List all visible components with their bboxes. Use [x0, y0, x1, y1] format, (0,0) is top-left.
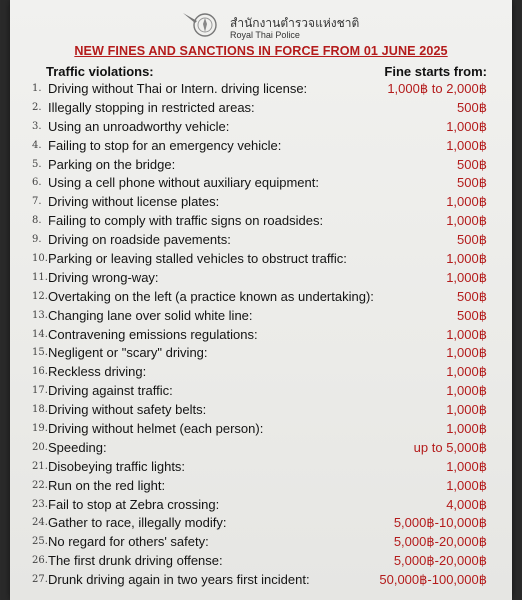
- list-item: [10, 439, 512, 458]
- list-item: [10, 156, 512, 175]
- violation-description: Negligent or "scary" driving:: [48, 345, 208, 361]
- item-number: 19.: [32, 423, 48, 435]
- column-header-fines: Fine starts from:: [384, 64, 487, 79]
- item-number: 15.: [32, 347, 48, 359]
- list-item: [10, 514, 512, 533]
- violation-description: Speeding:: [48, 439, 107, 455]
- agency-name-english: Royal Thai Police: [230, 30, 300, 40]
- list-item: [10, 458, 512, 477]
- fine-amount: 1,000฿: [446, 458, 487, 474]
- fine-amount: 1,000฿: [446, 269, 487, 285]
- fine-amount: up to 5,000฿: [413, 439, 487, 455]
- violation-description: Disobeying traffic lights:: [48, 458, 186, 474]
- fine-amount: 500฿: [457, 307, 487, 323]
- item-number: 25.: [32, 536, 48, 548]
- list-item: [10, 326, 512, 345]
- agency-name-thai: สำนักงานตำรวจแห่งชาติ: [230, 16, 360, 30]
- item-number: 10.: [32, 253, 48, 265]
- list-item: [10, 137, 512, 156]
- violation-description: The first drunk driving offense:: [48, 553, 223, 569]
- item-number: 7.: [32, 196, 42, 208]
- item-number: 5.: [32, 158, 42, 170]
- fine-amount: 1,000฿: [446, 402, 487, 418]
- police-emblem-icon: [181, 9, 221, 41]
- violation-description: Driving against traffic:: [48, 383, 173, 399]
- list-item: [10, 401, 512, 420]
- violation-description: No regard for others' safety:: [48, 534, 209, 550]
- fine-amount: 1,000฿: [446, 137, 487, 153]
- fine-amount: 1,000฿: [446, 251, 487, 267]
- fine-amount: 1,000฿: [446, 345, 487, 361]
- item-number: 21.: [32, 460, 48, 472]
- item-number: 3.: [32, 120, 42, 132]
- fine-amount: 5,000฿-10,000฿: [393, 515, 487, 531]
- violation-description: Driving without helmet (each person):: [48, 421, 264, 437]
- item-number: 8.: [32, 215, 42, 227]
- violation-description: Changing lane over solid white line:: [48, 307, 253, 323]
- violation-description: Driving without license plates:: [48, 194, 220, 210]
- item-number: 12.: [32, 290, 48, 302]
- violation-description: Contravening emissions regulations:: [48, 326, 258, 342]
- item-number: 6.: [32, 177, 42, 189]
- list-item: [10, 288, 512, 307]
- violation-description: Drunk driving again in two years first incident:: [48, 572, 310, 588]
- fine-amount: 1,000฿: [446, 118, 487, 134]
- fine-amount: 1,000฿: [446, 364, 487, 380]
- item-number: 18.: [32, 404, 48, 416]
- list-item: [10, 496, 512, 515]
- list-item: [10, 118, 512, 137]
- list-item: [10, 80, 512, 99]
- fine-amount: 1,000฿: [446, 194, 487, 210]
- item-number: 23.: [32, 498, 48, 510]
- item-number: 1.: [32, 83, 42, 94]
- list-item: [10, 250, 512, 269]
- violation-description: Using a cell phone without auxiliary equipment:: [48, 175, 319, 191]
- violation-description: Using an unroadworthy vehicle:: [48, 118, 230, 134]
- violation-description: Gather to race, illegally modify:: [48, 515, 227, 531]
- fine-amount: 1,000฿: [446, 421, 487, 437]
- list-item: [10, 420, 512, 439]
- column-header-violations: Traffic violations:: [46, 64, 154, 79]
- list-item: [10, 533, 512, 552]
- item-number: 14.: [32, 328, 48, 340]
- list-item: [10, 212, 512, 231]
- item-number: 16.: [32, 366, 48, 378]
- list-item: [10, 552, 512, 571]
- fine-amount: 1,000฿ to 2,000฿: [387, 81, 487, 96]
- fine-amount: 4,000฿: [446, 496, 487, 512]
- item-number: 17.: [32, 385, 48, 397]
- violation-description: Run on the red light:: [48, 477, 166, 493]
- fine-amount: 500฿: [457, 288, 487, 304]
- item-number: 11.: [32, 271, 48, 283]
- violation-description: Parking or leaving stalled vehicles to obstruct traffic:: [48, 251, 347, 267]
- violation-description: Failing to comply with traffic signs on roadsides:: [48, 213, 324, 229]
- item-number: 26.: [32, 555, 48, 567]
- item-number: 20.: [32, 441, 48, 453]
- item-number: 4.: [32, 139, 42, 151]
- fine-amount: 50,000฿-100,000฿: [379, 572, 487, 588]
- fine-amount: 500฿: [457, 232, 487, 248]
- list-item: [10, 344, 512, 363]
- violation-description: Overtaking on the left (a practice known as undertaking):: [48, 288, 374, 304]
- violation-description: Driving wrong-way:: [48, 269, 159, 285]
- violation-description: Failing to stop for an emergency vehicle:: [48, 137, 282, 153]
- fine-amount: 5,000฿-20,000฿: [393, 534, 487, 550]
- fine-amount: 1,000฿: [446, 383, 487, 399]
- notice-sheet: [10, 0, 512, 600]
- violation-description: Fail to stop at Zebra crossing:: [48, 496, 220, 512]
- list-item: [10, 307, 512, 326]
- violation-description: Driving without Thai or Intern. driving license:: [48, 81, 308, 96]
- fine-amount: 1,000฿: [446, 213, 487, 229]
- violation-description: Parking on the bridge:: [48, 156, 176, 172]
- fine-amount: 500฿: [457, 99, 487, 115]
- fine-amount: 1,000฿: [446, 477, 487, 493]
- list-item: [10, 174, 512, 193]
- list-item: [10, 363, 512, 382]
- violation-description: Illegally stopping in restricted areas:: [48, 99, 255, 115]
- list-item: [10, 193, 512, 212]
- violation-description: Reckless driving:: [48, 364, 147, 380]
- item-number: 2.: [32, 101, 42, 113]
- list-item: [10, 477, 512, 496]
- page-title: NEW FINES AND SANCTIONS IN FORCE FROM 01 JUNE 2025: [74, 44, 448, 58]
- item-number: 27.: [32, 574, 48, 586]
- fine-amount: 1,000฿: [446, 326, 487, 342]
- item-number: 13.: [32, 309, 48, 321]
- item-number: 22.: [32, 479, 48, 491]
- fine-amount: 500฿: [457, 175, 487, 191]
- violation-description: Driving on roadside pavements:: [48, 232, 231, 248]
- list-item: [10, 231, 512, 250]
- list-item: [10, 269, 512, 288]
- list-item: [10, 99, 512, 118]
- fine-amount: 500฿: [457, 156, 487, 172]
- fine-amount: 5,000฿-20,000฿: [393, 553, 487, 569]
- list-item: [10, 571, 512, 590]
- violations-list: [10, 80, 512, 590]
- violation-description: Driving without safety belts:: [48, 402, 207, 418]
- header: [10, 6, 512, 42]
- item-number: 24.: [32, 517, 48, 529]
- list-item: [10, 382, 512, 401]
- item-number: 9.: [32, 234, 42, 246]
